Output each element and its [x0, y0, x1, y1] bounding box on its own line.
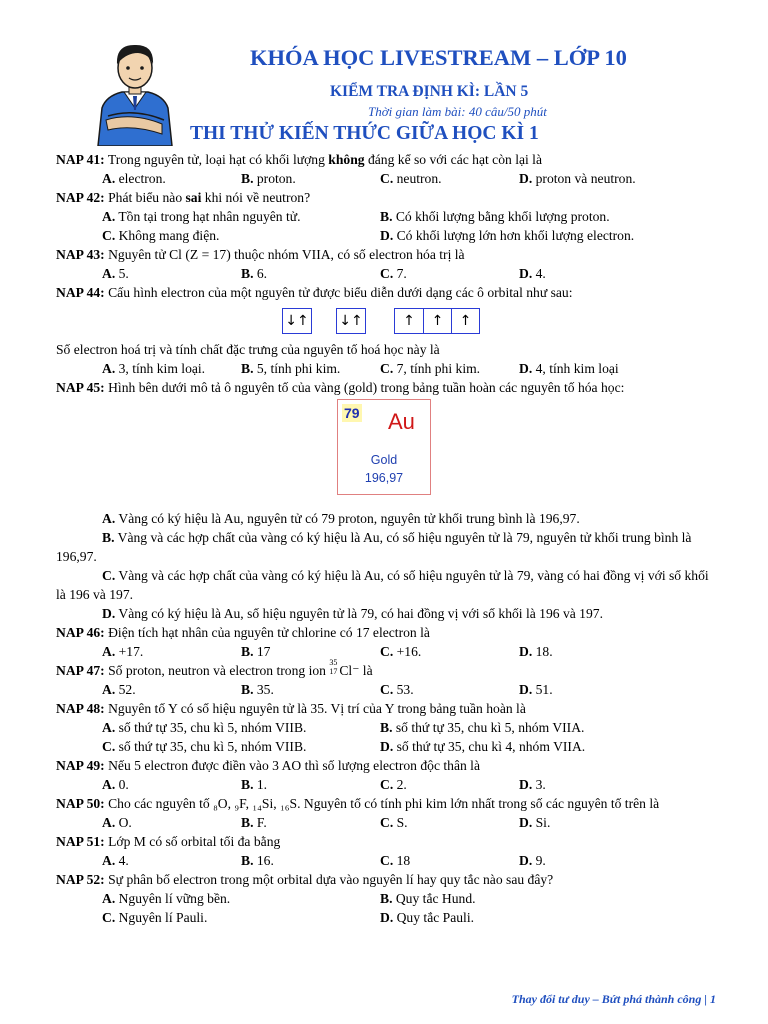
exam-subtitle: THI THỬ KIẾN THỨC GIỮA HỌC KÌ 1 — [190, 123, 539, 144]
option-b: B. 16. — [241, 853, 274, 868]
option-b: B. 35. — [241, 682, 274, 697]
option-d: D. 3. — [519, 777, 546, 792]
question-47: NAP 47: Số proton, neutron và electron trong ion 35 17 Cl⁻ là — [56, 658, 373, 678]
option-d: D. Si. — [519, 815, 551, 830]
option-c: C. S. — [380, 815, 408, 830]
option-a: A. 4. — [102, 853, 129, 868]
exam-title: KIỂM TRA ĐỊNH KÌ: LẦN 5 — [330, 83, 529, 100]
option-d: D. Có khối lượng lớn hơn khối lượng electron. — [380, 228, 635, 243]
option-b: B. 1. — [241, 777, 268, 792]
atomic-mass: 196,97 — [364, 471, 404, 485]
question-48: NAP 48: Nguyên tố Y có số hiệu nguyên tử là 35. Vị trí của Y trong bảng tuần hoàn là — [56, 701, 526, 716]
option-d: D. 51. — [519, 682, 553, 697]
options-51 — [56, 851, 716, 870]
options-49 — [56, 775, 716, 794]
nuclide-notation: 35 17 — [329, 658, 338, 676]
question-44: NAP 44: Cấu hình electron của một nguyên tử được biểu diễn dưới dạng các ô orbital như sau: — [56, 285, 573, 300]
option-c: C. số thứ tự 35, chu kì 5, nhóm VIIB. — [102, 739, 307, 754]
question-42: NAP 42: Phát biểu nào sai khi nói về neutron? — [56, 190, 311, 205]
atomic-number: 79 — [344, 405, 360, 421]
options-44 — [56, 359, 716, 378]
option-45-d: D. Vàng có ký hiệu là Au, số hiệu nguyên tử là 79, có hai đồng vị với số khối là 196 và 197. — [102, 606, 603, 621]
option-a: A. +17. — [102, 644, 144, 659]
question-45: NAP 45: Hình bên dưới mô tả ô nguyên tố của vàng (gold) trong bảng tuần hoàn các nguyên tố hóa học: — [56, 380, 625, 395]
options-42-row1 — [56, 207, 716, 226]
option-d: D. 4, tính kim loại — [519, 361, 619, 376]
option-45-c: C. Vàng và các hợp chất của vàng có ký hiệu là Au, có số hiệu nguyên tử là 79, vàng có hai đồng vị với số khối là 196 và 197. — [56, 568, 709, 602]
option-b: B. proton. — [241, 171, 296, 186]
gold-element-tile — [56, 397, 716, 509]
question-50: NAP 50: Cho các nguyên tố ₈O, ₉F, ₁₄Si, ₁₆S. Nguyên tố có tính phi kim lớn nhất trong số các nguyên tố trên là — [56, 796, 660, 811]
options-43 — [56, 264, 716, 283]
option-a: A. 52. — [102, 682, 136, 697]
teacher-mascot-image — [92, 38, 178, 146]
question-list — [56, 150, 716, 927]
question-43: NAP 43: Nguyên tử Cl (Z = 17) thuộc nhóm VIIA, có số electron hóa trị là — [56, 247, 465, 262]
options-48-row1 — [56, 718, 716, 737]
options-41 — [56, 169, 716, 188]
option-a: A. electron. — [102, 171, 166, 186]
question-51: NAP 51: Lớp M có số orbital tối đa bằng — [56, 834, 281, 849]
element-box — [337, 399, 431, 495]
option-c: C. 18 — [380, 853, 411, 868]
options-52-row1 — [56, 889, 716, 908]
options-46 — [56, 642, 716, 661]
option-b: B. 17 — [241, 644, 271, 659]
option-45-b: B. Vàng và các hợp chất của vàng có ký hiệu là Au, có số hiệu nguyên tử là 79, nguyên tử khối trung bình là 196,97. — [56, 530, 692, 564]
course-title: KHÓA HỌC LIVESTREAM – LỚP 10 — [250, 45, 627, 70]
option-a: A. 3, tính kim loại. — [102, 361, 206, 376]
option-c: C. 7, tính phi kim. — [380, 361, 481, 376]
question-41: NAP 41: Trong nguyên tử, loại hạt có khối lượng không đáng kể so với các hạt còn lại là — [56, 152, 542, 167]
option-c: C. +16. — [380, 644, 422, 659]
option-d: D. số thứ tự 35, chu kì 4, nhóm VIIA. — [380, 739, 586, 754]
option-d: D. proton và neutron. — [519, 171, 636, 186]
option-b: B. số thứ tự 35, chu kì 5, nhóm VIIA. — [380, 720, 585, 735]
question-44-stem: Số electron hoá trị và tính chất đặc trưng của nguyên tố hoá học này là — [56, 342, 440, 357]
option-a: A. 5. — [102, 266, 129, 281]
question-46: NAP 46: Điện tích hạt nhân của nguyên tử chlorine có 17 electron là — [56, 625, 430, 640]
orbital-diagram — [56, 302, 716, 340]
option-b: B. 5, tính phi kim. — [241, 361, 341, 376]
question-52: NAP 52: Sự phân bố electron trong một orbital dựa vào nguyên lí hay quy tắc nào sau đây? — [56, 872, 554, 887]
option-a: A. Nguyên lí vững bền. — [102, 891, 231, 906]
orbital-box-1: ↓↑ — [282, 308, 312, 334]
element-name: Gold — [370, 453, 398, 467]
option-b: B. 6. — [241, 266, 268, 281]
option-d: D. 4. — [519, 266, 546, 281]
option-c: C. neutron. — [380, 171, 442, 186]
page-footer: Thay đổi tư duy – Bứt phá thành công | 1 — [511, 992, 716, 1006]
options-47 — [56, 680, 716, 699]
option-a: A. O. — [102, 815, 132, 830]
option-c: C. 2. — [380, 777, 407, 792]
orbital-box-3: ↑ ↑ ↑ — [394, 308, 480, 334]
option-d: D. 9. — [519, 853, 546, 868]
option-a: A. Tồn tại trong hạt nhân nguyên tử. — [102, 209, 301, 224]
option-b: B. Có khối lượng bằng khối lượng proton. — [380, 209, 610, 224]
option-c: C. 53. — [380, 682, 414, 697]
option-45-a: A. Vàng có ký hiệu là Au, nguyên tử có 79 proton, nguyên tử khối trung bình là 196,97. — [102, 511, 580, 526]
option-d: D. Quy tắc Pauli. — [380, 910, 475, 925]
options-50 — [56, 813, 716, 832]
orbital-box-2: ↓↑ — [336, 308, 366, 334]
option-a: A. số thứ tự 35, chu kì 5, nhóm VIIB. — [102, 720, 307, 735]
options-42-row2 — [56, 226, 716, 245]
option-a: A. 0. — [102, 777, 129, 792]
exam-time: Thời gian làm bài: 40 câu/50 phút — [368, 104, 547, 119]
option-c: C. Nguyên lí Pauli. — [102, 910, 208, 925]
options-48-row2 — [56, 737, 716, 756]
option-d: D. 18. — [519, 644, 553, 659]
option-c: C. 7. — [380, 266, 407, 281]
option-c: C. Không mang điện. — [102, 228, 220, 243]
options-52-row2 — [56, 908, 716, 927]
question-49: NAP 49: Nếu 5 electron được điền vào 3 AO thì số lượng electron độc thân là — [56, 758, 480, 773]
option-b: B. F. — [241, 815, 267, 830]
element-symbol: Au — [388, 409, 415, 434]
option-b: B. Quy tắc Hund. — [380, 891, 476, 906]
